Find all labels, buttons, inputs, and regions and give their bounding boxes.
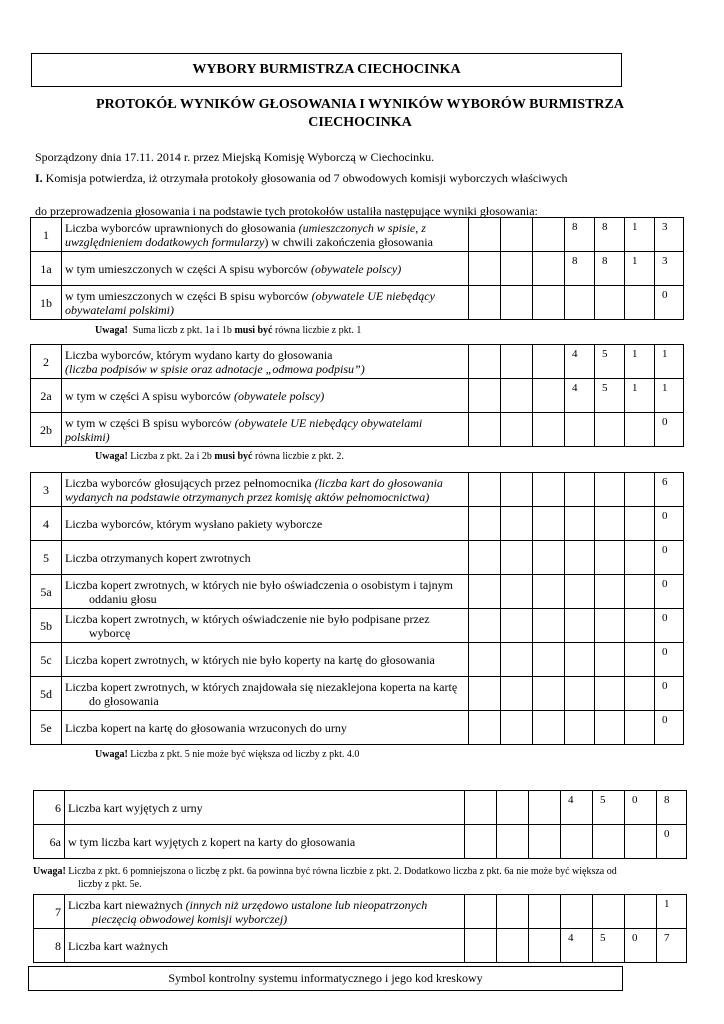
row-label: Liczba wyborców, którym wydano karty do głosowania (liczba podpisów w spisie oraz adnotacje „odmowa podpisu”) [62,345,469,379]
digit-cell[interactable]: 0 [655,609,684,643]
election-title: WYBORY BURMISTRZA CIECHOCINKA [192,62,461,77]
digit-cell[interactable] [533,286,565,320]
digit-cell[interactable] [469,286,501,320]
protocol-heading-line2: CIECHOCINKA [308,115,412,130]
digit-cell[interactable] [469,507,501,541]
table-row [31,609,684,643]
row-number: 7 [34,895,65,929]
digit-cell[interactable] [533,575,565,609]
row-number: 5a [31,575,62,609]
digit-cell[interactable]: 0 [655,541,684,575]
digit-cell[interactable] [501,575,533,609]
digit-cell[interactable]: 1 [655,345,684,379]
digit-cell[interactable] [501,345,533,379]
digit-cell[interactable]: 0 [655,643,684,677]
digit-cell[interactable] [529,825,561,859]
row-label: Liczba kopert zwrotnych, w których nie było oświadczenia o osobistym i tajnym oddaniu głosu [62,575,469,609]
digit-cell[interactable] [533,541,565,575]
digit-cell[interactable]: 8 [657,791,687,825]
digit-cell[interactable] [469,643,501,677]
digit-cell[interactable] [497,825,529,859]
table-row [31,541,684,575]
digit-cell[interactable] [595,711,625,745]
table-row [31,252,684,286]
digit-cell[interactable] [625,825,657,859]
digit-cell[interactable] [469,677,501,711]
digit-cell[interactable] [595,643,625,677]
row-label: Liczba wyborców, którym wysłano pakiety wyborcze [62,507,469,541]
digit-cell[interactable] [595,575,625,609]
digit-cell[interactable]: 7 [657,929,687,963]
row-number: 2b [31,413,62,447]
row-number: 6 [34,791,65,825]
digit-cell[interactable]: 8 [595,218,625,252]
digit-cell[interactable] [501,643,533,677]
table-row [31,345,684,379]
digit-cell[interactable] [501,507,533,541]
table-row [31,286,684,320]
digit-cell[interactable]: 5 [593,791,625,825]
digit-cell[interactable] [501,473,533,507]
row-label: Liczba wyborców uprawnionych do głosowania (umieszczonych w spisie, z uwzględnieniem dodatkowych formularzy) w chwili zakończenia głosowania [62,218,469,252]
digit-cell[interactable] [565,286,595,320]
digit-cell[interactable]: 0 [657,825,687,859]
digit-cell[interactable] [593,825,625,859]
row-label: w tym umieszczonych w części A spisu wyborców (obywatele polscy) [62,252,469,286]
digit-cell[interactable] [595,541,625,575]
digit-cell[interactable] [533,507,565,541]
digit-cell[interactable] [565,473,595,507]
section-number: I. [35,171,43,185]
digit-cell[interactable]: 0 [625,929,657,963]
digit-cell[interactable]: 1 [625,379,655,413]
digit-cell[interactable]: 0 [655,507,684,541]
digit-cell[interactable] [497,791,529,825]
digit-cell[interactable] [625,507,655,541]
row-number: 6a [34,825,65,859]
digit-cell[interactable]: 4 [565,379,595,413]
digit-cell[interactable]: 8 [595,252,625,286]
digit-cell[interactable] [465,895,497,929]
table-row [31,643,684,677]
protocol-heading-line1: PROTOKÓŁ WYNIKÓW GŁOSOWANIA I WYNIKÓW WYBORÓW BURMISTRZA [96,97,624,112]
row-label: w tym w części A spisu wyborców (obywatele polscy) [62,379,469,413]
digit-cell[interactable] [469,413,501,447]
digit-cell[interactable] [625,643,655,677]
digit-cell[interactable]: 3 [655,218,684,252]
digit-cell[interactable] [469,252,501,286]
digit-cell[interactable]: 5 [595,379,625,413]
digit-cell[interactable]: 8 [565,252,595,286]
row-label: Liczba kopert zwrotnych, w których oświadczenie nie było podpisane przez wyborcę [62,609,469,643]
barcode-symbol-box [28,966,623,991]
digit-cell[interactable] [501,711,533,745]
row-number: 1b [31,286,62,320]
row-number: 2a [31,379,62,413]
digit-cell[interactable] [625,473,655,507]
row-label: Liczba kopert na kartę do głosowania wrzuconych do urny [62,711,469,745]
digit-cell[interactable]: 0 [655,677,684,711]
digit-cell[interactable]: 1 [625,218,655,252]
digit-cell[interactable] [565,609,595,643]
digit-cell[interactable] [533,252,565,286]
digit-cell[interactable]: 1 [657,895,687,929]
digit-cell[interactable] [465,825,497,859]
intro-line3: do przeprowadzenia głosowania i na podstawie tych protokołów ustaliła następujące wyniki głosowania: [35,204,538,218]
table-row [34,825,687,859]
digit-cell[interactable] [533,609,565,643]
digit-cell[interactable] [501,677,533,711]
row-number: 5 [31,541,62,575]
intro-line2-text: Komisja potwierdza, iż otrzymała protokoły głosowania od 7 obwodowych komisji wyborczych właściwych [42,171,568,185]
row-number: 5d [31,677,62,711]
row-number: 8 [34,929,65,963]
digit-cell[interactable]: 4 [561,929,593,963]
digit-cell[interactable] [533,218,565,252]
row-label: Liczba kart nieważnych (innych niż urzędowo ustalone lub nieopatrzonych pieczęcią obwodowej komisji wyborczej) [65,895,465,929]
digit-cell[interactable] [565,711,595,745]
table-row [34,895,687,929]
row-label: Liczba kart ważnych [65,929,465,963]
digit-cell[interactable] [469,541,501,575]
note-sum-1: Uwaga! Suma liczb z pkt. 1a i 1b musi być równa liczbie z pkt. 1 [95,325,362,336]
digit-cell[interactable]: 1 [655,379,684,413]
row-number: 1 [31,218,62,252]
digit-cell[interactable] [595,473,625,507]
results-table-section1 [30,217,684,320]
digit-cell[interactable] [497,895,529,929]
digit-cell[interactable]: 6 [655,473,684,507]
digit-cell[interactable] [533,473,565,507]
digit-cell[interactable] [625,609,655,643]
digit-cell[interactable]: 5 [593,929,625,963]
digit-cell[interactable]: 0 [655,286,684,320]
digit-cell[interactable] [625,677,655,711]
digit-cell[interactable] [593,895,625,929]
digit-cell[interactable]: 8 [565,218,595,252]
table-row [31,711,684,745]
digit-cell[interactable] [501,379,533,413]
digit-cell[interactable] [469,473,501,507]
digit-cell[interactable] [565,575,595,609]
row-label: w tym umieszczonych w części B spisu wyborców (obywatele UE niebędący obywatelami polskimi) [62,286,469,320]
digit-cell[interactable] [533,643,565,677]
row-number: 4 [31,507,62,541]
digit-cell[interactable] [625,895,657,929]
digit-cell[interactable]: 0 [655,413,684,447]
digit-cell[interactable]: 1 [625,252,655,286]
digit-cell[interactable]: 0 [655,711,684,745]
digit-cell[interactable] [469,711,501,745]
row-number: 5e [31,711,62,745]
row-label: Liczba wyborców głosujących przez pełnomocnika (liczba kart do głosowania wydanych na podstawie otrzymanych przez komisję aktów pełnomocnictwa) [62,473,469,507]
protocol-heading [70,96,650,132]
digit-cell[interactable] [501,541,533,575]
row-number: 5c [31,643,62,677]
results-table-section3 [30,472,684,745]
digit-cell[interactable] [561,825,593,859]
digit-cell[interactable] [533,413,565,447]
digit-cell[interactable] [469,379,501,413]
table-row [31,507,684,541]
note-5-vs-4: Uwaga! Liczba z pkt. 5 nie może być większa od liczby z pkt. 4.0 [95,749,360,760]
intro-line2 [35,171,568,186]
row-label: w tym liczba kart wyjętych z kopert na karty do głosowania [65,825,465,859]
digit-cell[interactable] [533,379,565,413]
row-number: 1a [31,252,62,286]
table-row [31,413,684,447]
digit-cell[interactable] [625,711,655,745]
digit-cell[interactable] [561,895,593,929]
note-sum-2: Uwaga! Liczba z pkt. 2a i 2b musi być równa liczbie z pkt. 2. [95,451,344,462]
digit-cell[interactable] [465,791,497,825]
results-table-section4 [33,790,687,859]
digit-cell[interactable] [501,413,533,447]
row-label: Liczba kart wyjętych z urny [65,791,465,825]
digit-cell[interactable]: 4 [561,791,593,825]
digit-cell[interactable] [469,218,501,252]
table-row [31,575,684,609]
digit-cell[interactable] [497,929,529,963]
digit-cell[interactable] [595,677,625,711]
table-row [34,791,687,825]
digit-cell[interactable]: 3 [655,252,684,286]
note-6-vs-2: Uwaga! Liczba z pkt. 6 pomniejszona o liczbę z pkt. 6a powinna być równa liczbie z pkt. 2. Dodatkowo liczba z pkt. 6a nie może być większa od liczby z pkt. 5e. [33,866,617,890]
digit-cell[interactable] [533,345,565,379]
table-row [31,379,684,413]
digit-cell[interactable] [533,711,565,745]
results-table-section5 [33,894,687,963]
digit-cell[interactable] [595,413,625,447]
table-row [31,218,684,252]
digit-cell[interactable] [565,541,595,575]
table-row [31,473,684,507]
digit-cell[interactable] [565,643,595,677]
digit-cell[interactable] [469,345,501,379]
digit-cell[interactable] [595,286,625,320]
digit-cell[interactable] [595,609,625,643]
digit-cell[interactable] [565,413,595,447]
election-title-box [31,53,622,87]
digit-cell[interactable] [533,677,565,711]
digit-cell[interactable] [595,507,625,541]
digit-cell[interactable]: 5 [595,345,625,379]
row-label: Liczba kopert zwrotnych, w których nie było koperty na kartę do głosowania [62,643,469,677]
digit-cell[interactable]: 1 [625,345,655,379]
digit-cell[interactable] [501,252,533,286]
digit-cell[interactable] [501,286,533,320]
table-row [31,677,684,711]
digit-cell[interactable] [565,507,595,541]
digit-cell[interactable] [529,791,561,825]
row-number: 2 [31,345,62,379]
digit-cell[interactable]: 0 [655,575,684,609]
row-label: w tym w części B spisu wyborców (obywatele UE niebędący obywatelami polskimi) [62,413,469,447]
row-label: Liczba otrzymanych kopert zwrotnych [62,541,469,575]
barcode-symbol-label: Symbol kontrolny systemu informatycznego i jego kod kreskowy [168,971,483,985]
digit-cell[interactable]: 4 [565,345,595,379]
digit-cell[interactable] [565,677,595,711]
table-row [34,929,687,963]
digit-cell[interactable] [469,609,501,643]
digit-cell[interactable] [501,609,533,643]
digit-cell[interactable] [469,575,501,609]
row-number: 3 [31,473,62,507]
row-number: 5b [31,609,62,643]
intro-line1: Sporządzony dnia 17.11. 2014 r. przez Miejską Komisję Wyborczą w Ciechocinku. [35,150,435,164]
results-table-section2 [30,344,684,447]
digit-cell[interactable] [529,895,561,929]
digit-cell[interactable] [465,929,497,963]
digit-cell[interactable]: 0 [625,791,657,825]
digit-cell[interactable] [625,413,655,447]
digit-cell[interactable] [625,286,655,320]
digit-cell[interactable] [501,218,533,252]
digit-cell[interactable] [529,929,561,963]
digit-cell[interactable] [625,575,655,609]
row-label: Liczba kopert zwrotnych, w których znajdowała się niezaklejona koperta na kartę do głosowania [62,677,469,711]
digit-cell[interactable] [625,541,655,575]
